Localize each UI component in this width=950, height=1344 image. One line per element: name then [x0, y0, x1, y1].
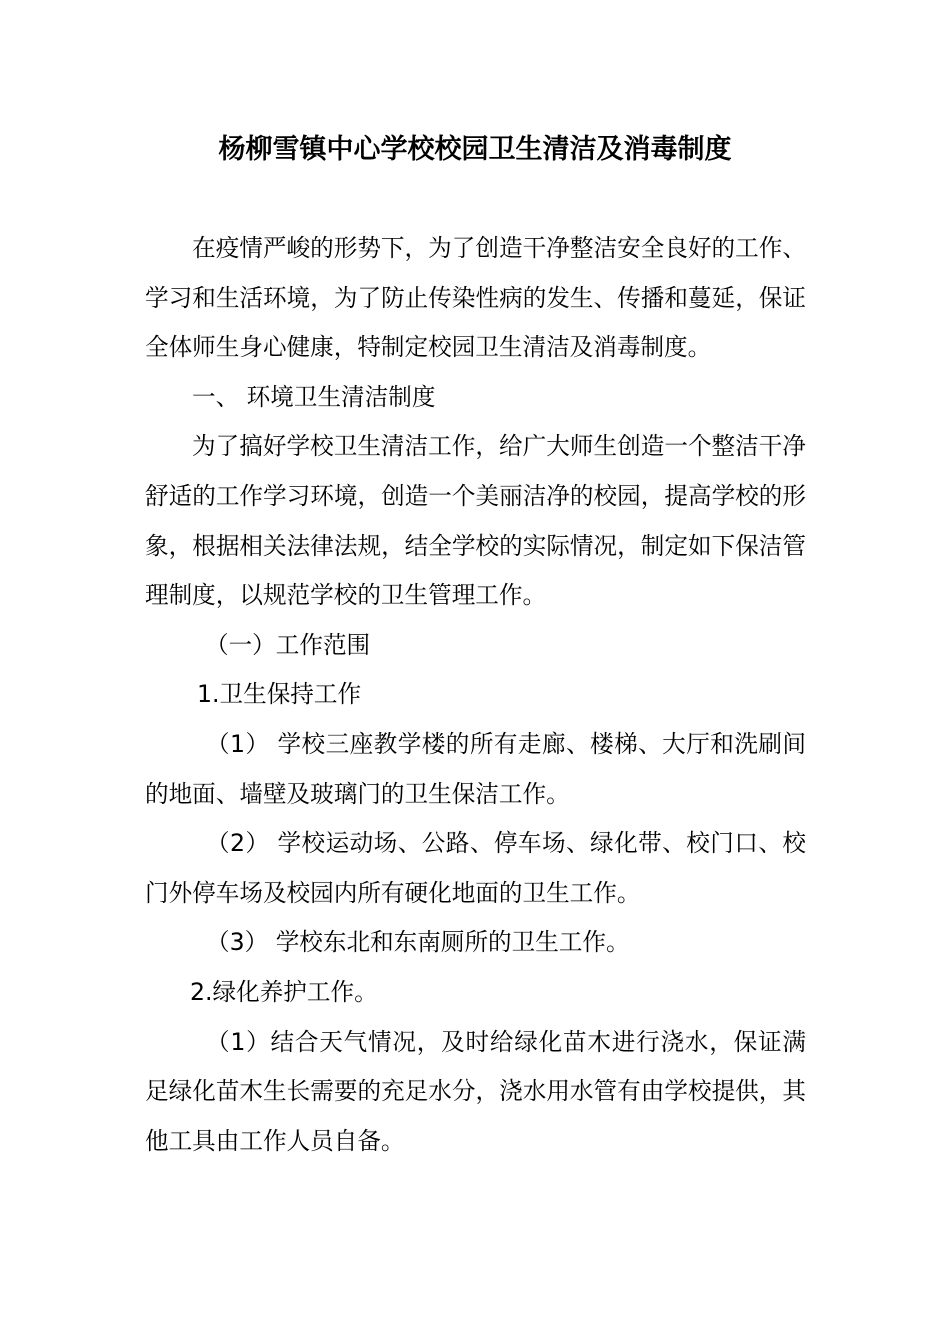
subsection-1-heading: （一）工作范围 — [205, 630, 371, 659]
section-1-intro-paragraph: 为了搞好学校卫生清洁工作，给广大师生创造一个整洁干净舒适的工作学习环境，创造一个美丽洁净的校园，提高学校的形象，根据相关法律法规，结全学校的实际情况，制定如下保洁管理制度，以规范学校的卫生管理工作。 — [145, 432, 806, 610]
item-2-heading: 2.绿化养护工作。 — [190, 977, 378, 1006]
item-1-1-paragraph: （1） 学校三座教学楼的所有走廊、楼梯、大厅和洗刷间的地面、墙壁及玻璃门的卫生保洁工作。 — [145, 729, 806, 808]
item-2-1-paragraph: （1）结合天气情况，及时给绿化苗木进行浇水，保证满足绿化苗木生长需要的充足水分，浇水用水管有由学校提供，其他工具由工作人员自备。 — [145, 1027, 806, 1155]
item-1-2-paragraph: （2） 学校运动场、公路、停车场、绿化带、校门口、校门外停车场及校园内所有硬化地面的卫生工作。 — [145, 829, 806, 907]
document-body — [145, 224, 806, 1166]
section-1-heading: 一、 环境卫生清洁制度 — [192, 382, 436, 411]
document-title: 杨柳雪镇中心学校校园卫生清洁及消毒制度 — [218, 134, 732, 165]
item-1-heading: 1.卫生保持工作 — [197, 680, 362, 709]
item-1-3-paragraph: （3） 学校东北和东南厕所的卫生工作。 — [206, 928, 630, 957]
intro-paragraph: 在疫情严峻的形势下，为了创造干净整洁安全良好的工作、学习和生活环境，为了防止传染性病的发生、传播和蔓延，保证全体师生身心健康，特制定校园卫生清洁及消毒制度。 — [145, 234, 806, 362]
